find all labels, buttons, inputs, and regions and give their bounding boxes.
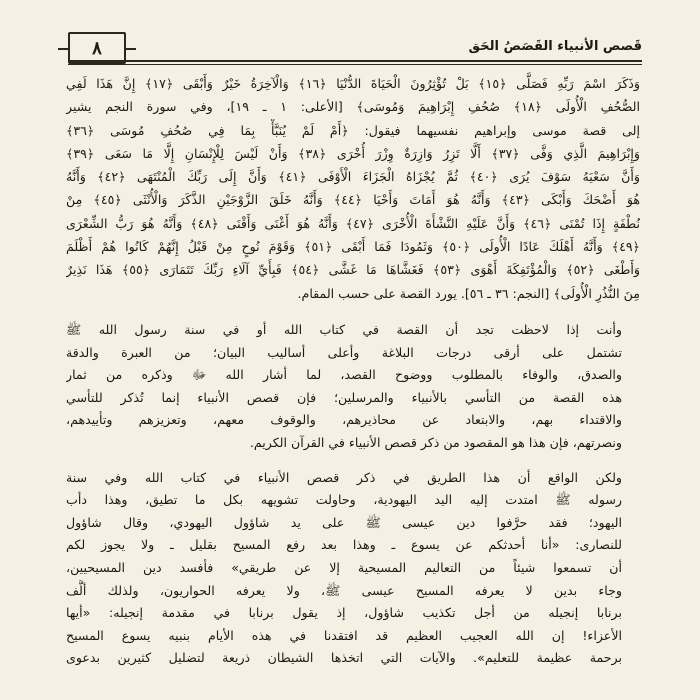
- page-header: [68, 22, 642, 58]
- quran-line: مِنَ النُّذُرِ الْأُولَى﴾ [النجم: ٣٦ ـ ٥٦]. يورد القصة على حسب المقام.: [297, 285, 640, 301]
- header-rule-thin: [68, 64, 642, 65]
- paragraph-line: والصدق، والوفاء بالمطلوب ووضوح القصد، لما أشار الله ﷻ وذكره من ثمار: [66, 367, 622, 383]
- quran-quotation: [66, 72, 640, 305]
- page-body: [66, 72, 640, 670]
- quran-line: إلى قصة موسى وإبراهيم نفسيهما فيقول: ﴿أَمْ لَمْ يُنَبَّأْ بِمَا فِي صُحُفِ مُوسَى ﴿٣٦﴾: [66, 122, 640, 138]
- quran-line: وَأَطْغَى ﴿٥٢﴾ وَالْمُؤْتَفِكَةَ أَهْوَى ﴿٥٣﴾ فَغَشَّاهَا مَا غَشَّى ﴿٥٤﴾ فَبِأَيِّ آلَاءِ رَبِّكَ تَتَمَارَى ﴿٥٥﴾ هَذَا نَذِيرٌ: [66, 262, 640, 278]
- paragraph-line: برحمة عظيمة للتعليم». والآيات التي اتخذها الشيطان ذريعة لتضليل كثيرين بدعوى: [66, 650, 622, 666]
- quran-line: الصُّحُفِ الْأُولَى ﴿١٨﴾ صُحُفِ إِبْرَاهِيمَ وَمُوسَى﴾ [الأعلى: ١ ـ ١٩]، وفي سورة النجم يشير: [66, 99, 640, 115]
- paragraph-line: اليهود؛ فقد حرَّفوا دين عيسى ﷺ على يد شاؤول اليهودي، وقال شاؤول: [66, 514, 622, 530]
- paragraph-line: برنابا إنجيله من أجل تكذيب شاؤول، إذ يقول برنابا في مقدمة إنجيله: «أيها: [66, 605, 622, 621]
- paragraph-line: ونصرتهم، فإن هذا هو المقصود من ذكر قصص الأنبياء في القرآن الكريم.: [249, 434, 622, 450]
- header-rule: [68, 60, 642, 62]
- quran-line: وَذَكَرَ اسْمَ رَبِّهِ فَصَلَّى ﴿١٥﴾ بَلْ تُؤْثِرُونَ الْحَيَاةَ الدُّنْيَا ﴿١٦﴾ وَالْآخِرَةُ خَيْرٌ وَأَبْقَى ﴿١٧﴾ إِنَّ هَذَا لَفِي: [66, 76, 640, 91]
- quran-line: وَأَنَّ سَعْيَهُ سَوْفَ يُرَى ﴿٤٠﴾ ثُمَّ يُجْزَاهُ الْجَزَاءَ الْأَوْفَى ﴿٤١﴾ وَأَنَّ إِلَى رَبِّكَ الْمُنْتَهَى ﴿٤٢﴾ وَأَنَّهُ: [66, 169, 640, 185]
- paragraph-line: الأعزاء! إن الله العجيب العظيم قد افتقدنا في هذه الأيام بنبيه يسوع المسيح: [66, 627, 622, 643]
- page-number: ٨: [68, 32, 126, 64]
- quran-line: نُطْفَةٍ إِذَا تُمْنَى ﴿٤٦﴾ وَأَنَّ عَلَيْهِ النَّشْأَةَ الْأُخْرَى ﴿٤٧﴾ وَأَنَّهُ هُوَ أَغْنَى وَأَقْنَى ﴿٤٨﴾ وَأَنَّهُ هُوَ رَبُّ الشِّعْرَى: [66, 215, 640, 231]
- paragraph-line: وجاء بدين لا يعرفه المسيح عيسى ﷺ، ولا يعرفه الحواريون، ولذلك ألَّف: [66, 582, 622, 598]
- paragraph-line: هذه القصة من التأسي بالأنبياء والمرسلين؛ فإن قصص الأنبياء إنما تُذكر للتأسي: [66, 389, 622, 405]
- paragraph-line: رسوله ﷺ امتدت إليه اليد اليهودية، وحاولت تشويهه بكل ما تطيق، وهذا دأب: [66, 492, 622, 508]
- paragraph-line: ولكن الواقع أن هذا الطريق في ذكر قصص الأنبياء في كتاب الله وفي سنة: [66, 469, 622, 485]
- paragraph-line: تشتمل على أرقى درجات البلاغة وأعلى أساليب البيان؛ من العبرة والدقة: [66, 344, 622, 360]
- quran-line: ﴿٤٩﴾ وَأَنَّهُ أَهْلَكَ عَادًا الْأُولَى ﴿٥٠﴾ وَثَمُودَا فَمَا أَبْقَى ﴿٥١﴾ وَقَوْمَ نُوحٍ مِنْ قَبْلُ إِنَّهُمْ كَانُوا هُمْ أَظْلَمَ: [66, 239, 640, 255]
- quran-line: وَإِبْرَاهِيمَ الَّذِي وَفَّى ﴿٣٧﴾ أَلَّا تَزِرُ وَازِرَةٌ وِزْرَ أُخْرَى ﴿٣٨﴾ وَأَنْ لَيْسَ لِلْإِنْسَانِ إِلَّا مَا سَعَى ﴿٣٩﴾: [66, 145, 640, 161]
- paragraph-line: وأنت إذا لاحظت تجد أن القصة في كتاب الله أو في سنة رسول الله ﷺ: [66, 321, 622, 337]
- paragraph-1: [66, 319, 640, 455]
- running-title: قَصص الأنبياء القَصَصُ الحَق: [468, 39, 642, 54]
- paragraph-line: للنصارى: «أنا أحدثكم عن يسوع ـ وهذا بعد رفع المسيح بقليل ـ ولا يجوز لكم: [66, 537, 622, 553]
- paragraph-line: والاقتداء بهم، والابتعاد عن محاذيرهم، والوقوف معهم، وتعزيزهم وتأييدهم،: [66, 412, 622, 428]
- paragraph-2: [66, 467, 640, 670]
- paragraph-line: أن تسمعوا شيئاً من التعاليم المسيحية إلا عن طريقي» فأفسد دين المسيحيين،: [66, 559, 622, 575]
- quran-line: هُوَ أَضْحَكَ وَأَبْكَى ﴿٤٣﴾ وَأَنَّهُ هُوَ أَمَاتَ وَأَحْيَا ﴿٤٤﴾ وَأَنَّهُ خَلَقَ الزَّوْجَيْنِ الذَّكَرَ وَالْأُنْثَى ﴿٤٥﴾ مِنْ: [66, 192, 640, 208]
